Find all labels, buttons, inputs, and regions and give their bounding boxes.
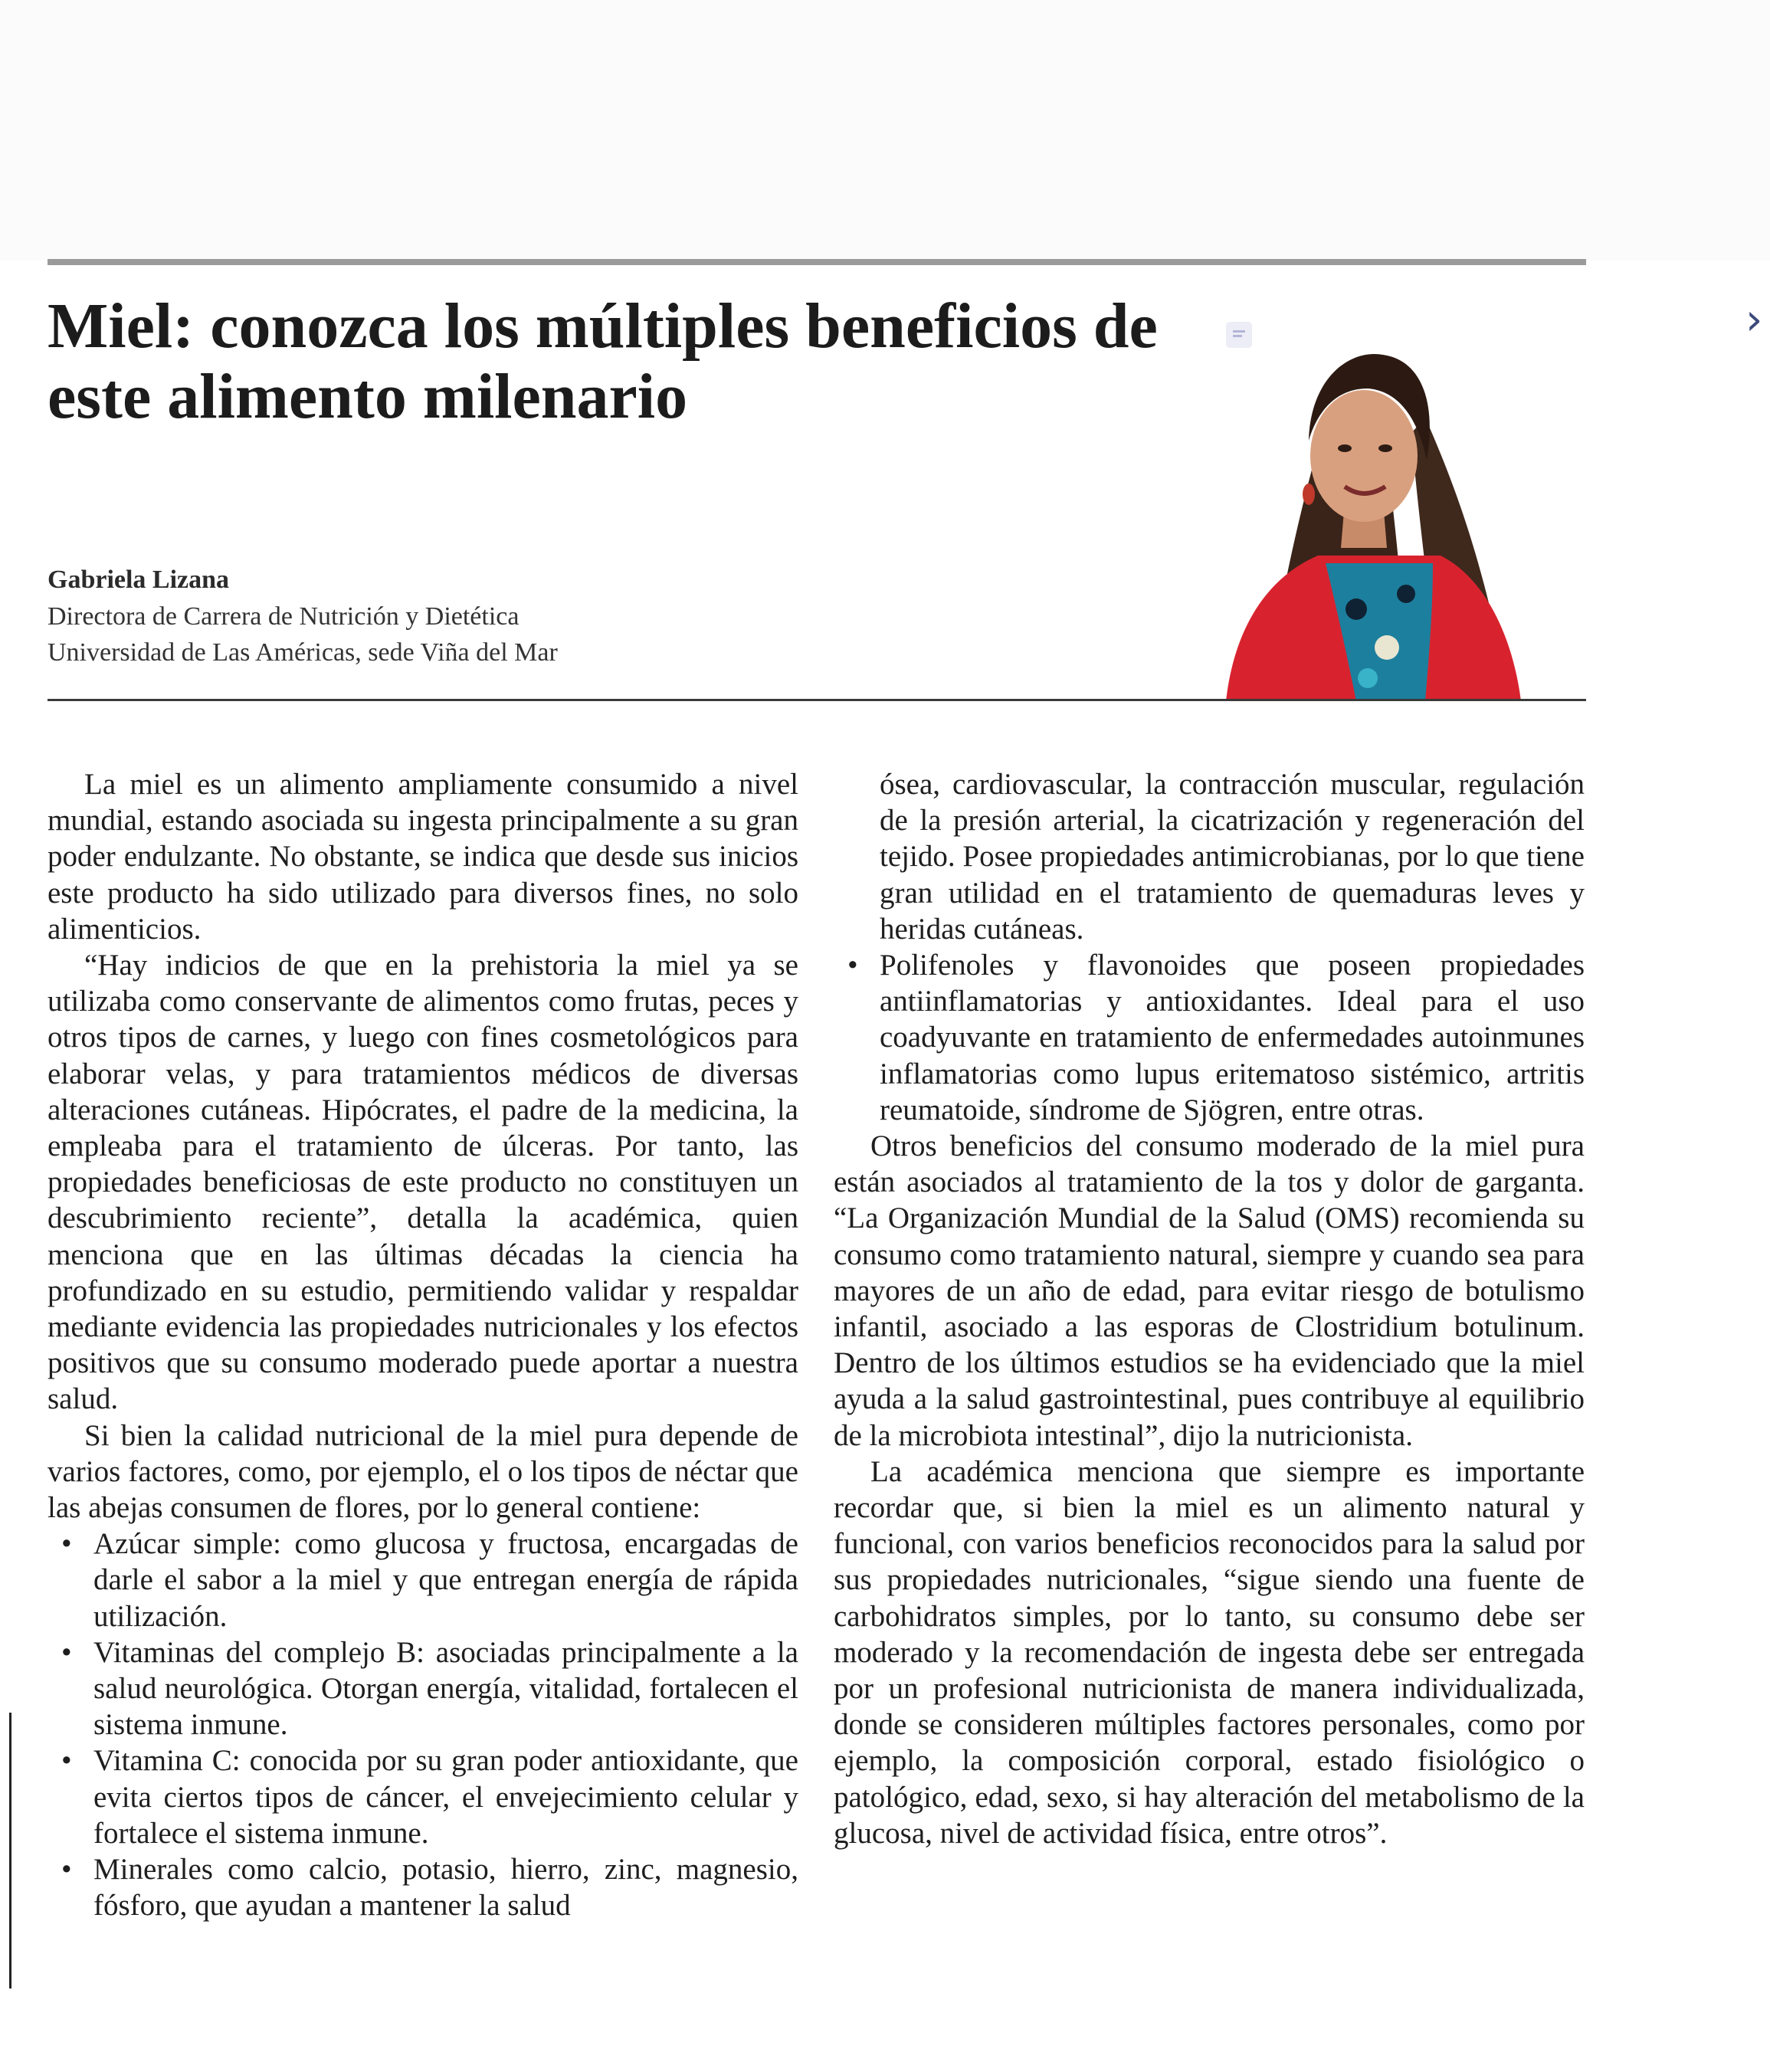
paragraph: La académica menciona que siempre es importante recordar que, si bien la miel es un alimento natural y funcional, con varios beneficios reconocidos para la salud por sus propiedades nutricionales, “sigue siendo una fuente de carbohidratos simples, por lo tanto, su consumo debe ser moderado y la recomendación de ingesta debe ser entregada por un profesional nutricionista de manera individualizada, donde se consideren múltiples factores personales, como por ejemplo, la composición corporal, estado fisiológico o patológico, edad, sexo, si hay alteración del metabolismo de la glucosa, nivel de actividad física, entre otros”. — [834, 1454, 1585, 1850]
author-name: Gabriela Lizana — [48, 566, 230, 594]
byline — [48, 562, 1120, 670]
nutrient-list-continued — [834, 766, 1585, 1128]
list-item-continuation: ósea, cardiovascular, la contracción muscular, regulación de la presión arterial, la cicatrización y regeneración del tejido. Posee propiedades antimicrobianas, por lo que tiene gran utilidad en el tratamiento de quemaduras leves y heridas cutáneas. — [880, 768, 1585, 946]
header-divider — [48, 699, 1586, 701]
list-item: • Minerales como calcio, potasio, hierro, zinc, magnesio, fósforo, que ayudan a mantener la salud — [93, 1851, 798, 1923]
list-item: • Azúcar simple: como glucosa y fructosa, encargadas de darle el sabor a la miel y que entregan energía de rápida utilización. — [93, 1526, 798, 1634]
margin-line — [9, 1713, 11, 1988]
paragraph: La miel es un alimento ampliamente consumido a nivel mundial, estando asociada su ingesta principalmente a su gran poder endulzante. No obstante, se indica que desde sus inicios este producto ha sido utilizado para diversos fines, no solo alimenticios. — [48, 768, 798, 946]
top-rule — [48, 259, 1586, 265]
paragraph: “Hay indicios de que en la prehistoria la miel ya se utilizaba como conservante de alimentos como frutas, peces y otros tipos de carnes, y luego con fines cosmetológicos para elaborar velas, y para tratamientos médicos de diversas alteraciones cutáneas. Hipócrates, el padre de la medicina, la empleaba para el tratamiento de úlceras. Por tanto, las propiedades beneficiosas de este producto no constituyen un descubrimiento reciente”, detalla la académica, quien menciona que en las últimas décadas la ciencia ha profundizado en su estudio, permitiendo validar y respaldar mediante evidencia las propiedades nutricionales y los efectos positivos que su consumo moderado puede aportar a nuestra salud. — [48, 949, 798, 1416]
article-title: Miel: conozca los múltiples beneficios de este alimento milenario — [48, 290, 1158, 432]
list-item: • Vitamina C: conocida por su gran poder antioxidante, que evita ciertos tipos de cáncer, el envejecimiento celular y fortalece el sistema inmune. — [93, 1743, 798, 1851]
paragraph: Otros beneficios del consumo moderado de la miel pura están asociados al tratamiento de la tos y dolor de garganta. “La Organización Mundial de la Salud (OMS) recomienda su consumo como tratamiento natural, siempre y cuando sea para mayores de un año de edad, para evitar riesgo de botulismo infantil, asociado a las esporas de Clostridium botulinum. Dentro de los últimos estudios se ha evidenciado que la miel ayuda a la salud gastrointestinal, pues contribuye al equilibrio de la microbiota intestinal”, dijo la nutricionista. — [834, 1129, 1585, 1452]
list-item: • Vitaminas del complejo B: asociadas principalmente a la salud neurológica. Otorgan energía, vitalidad, fortalecen el sistema inmune. — [93, 1634, 798, 1743]
author-portrait — [1211, 303, 1532, 701]
author-institution: Universidad de Las Américas, sede Viña del Mar — [48, 638, 558, 667]
article-column-right — [834, 766, 1585, 1851]
chevron-right-icon[interactable]: › — [1745, 295, 1763, 345]
list-item: • Polifenoles y flavonoides que poseen propiedades antiinflamatorias y antioxidantes. Ideal para el uso coadyuvante en tratamiento de enfermedades autoinmunes inflamatorias como lupus eritematoso sistémico, artritis reumatoide, síndrome de Sjögren, entre otras. — [880, 947, 1585, 1128]
paragraph: Si bien la calidad nutricional de la miel pura depende de varios factores, como, por ejemplo, el o los tipos de néctar que las abejas consumen de flores, por lo general contiene: — [48, 1418, 798, 1525]
nutrient-list — [48, 1526, 798, 1923]
page-header-area — [0, 0, 1770, 261]
author-role: Directora de Carrera de Nutrición y Dietética — [48, 602, 520, 631]
article-column-left — [48, 766, 798, 1924]
